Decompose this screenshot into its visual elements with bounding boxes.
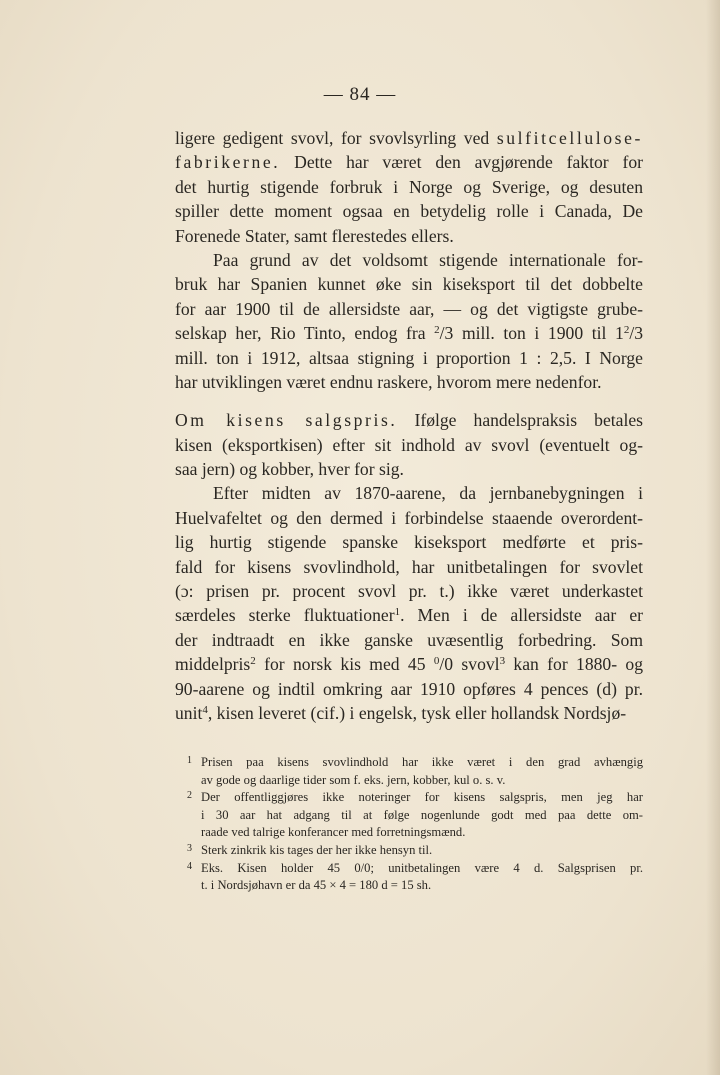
text-line bbox=[175, 481, 643, 505]
page-edge-shadow bbox=[706, 0, 720, 1075]
footnote-ref: 3 bbox=[499, 655, 506, 668]
text-run: Paa grund av det voldsomt stigende internationale for- bbox=[213, 249, 643, 270]
footnote-text: av gode og daarlige tider som f. eks. jern, kobber, kul o. s. v. bbox=[201, 772, 506, 787]
text-run: saa jern) og kobber, hver for sig. bbox=[175, 459, 404, 480]
text-run: ligere gedigent svovl, for svovlsyrling ved bbox=[175, 128, 497, 148]
footnote-mark: 3 bbox=[187, 842, 192, 854]
footnote-text: t. i Nordsjøhavn er da 45 × 4 = 180 d = 15 sh. bbox=[201, 878, 432, 893]
footnote-mark: 2 bbox=[187, 790, 192, 802]
text-run: Forenede Stater, samt flerestedes ellers. bbox=[175, 225, 454, 246]
text-run: der indtraadt en ikke ganske uvæsentlig forbedring. Som bbox=[175, 629, 643, 650]
footnote-ref: 2 bbox=[434, 324, 440, 337]
text-line bbox=[175, 506, 643, 530]
footnote bbox=[183, 860, 643, 895]
text-run: bruk har Spanien kunnet øke sin kiseksport til det dobbelte bbox=[175, 274, 643, 295]
footnote-line bbox=[183, 807, 643, 825]
footnote-text: raade ved talrige konferancer med forretningsmænd. bbox=[201, 825, 466, 840]
text-run: unit bbox=[175, 702, 203, 723]
text-line bbox=[175, 652, 643, 676]
footnote-line bbox=[183, 824, 643, 842]
text-line bbox=[175, 457, 643, 481]
text-run: Dette har været den avgjørende faktor for bbox=[280, 152, 643, 173]
footnote-text: Eks. Kisen holder 45 0/0; unitbetalingen være 4 d. Salgsprisen pr. bbox=[201, 860, 643, 875]
text-line bbox=[175, 199, 643, 223]
text-run: for aar 1900 til de allersidste aar, — og det vigtigste grube- bbox=[175, 298, 643, 319]
text-run: 90-aarene og indtil omkring aar 1910 opføres 4 pences (d) pr. bbox=[175, 678, 643, 699]
paragraph bbox=[175, 408, 643, 481]
page-number: — 84 — bbox=[323, 84, 397, 105]
footnote-line bbox=[183, 877, 643, 895]
text-run: Ifølge handelspraksis betales bbox=[397, 410, 643, 431]
text-run: selskap her, Rio Tinto, endog fra bbox=[175, 323, 435, 344]
text-line bbox=[175, 297, 643, 321]
text-line bbox=[175, 248, 643, 272]
paragraph bbox=[175, 126, 643, 248]
text-line bbox=[175, 677, 643, 701]
footnote-line bbox=[183, 860, 643, 878]
footnote-line bbox=[183, 754, 643, 772]
text-line bbox=[175, 272, 643, 296]
text-run: /3 mill. ton i 1900 til 1 bbox=[439, 323, 624, 344]
text-run: kan for 1880- og bbox=[505, 654, 644, 675]
footnote-line bbox=[183, 789, 643, 807]
footnote-ref: 4 bbox=[202, 703, 208, 716]
paragraph bbox=[175, 248, 643, 394]
text-run: spiller dette moment ogsaa en betydelig rolle i Canada, De bbox=[175, 201, 643, 222]
paragraph bbox=[175, 481, 643, 725]
text-run: Om kisens salgspris. bbox=[175, 410, 398, 431]
text-run: /3 bbox=[629, 323, 643, 344]
text-run: , kisen leveret (cif.) i engelsk, tysk eller hollandsk Nordsjø- bbox=[207, 702, 627, 723]
text-run: /0 svovl bbox=[439, 654, 500, 675]
text-line bbox=[175, 628, 643, 652]
text-run: Huelvafeltet og den dermed i forbindelse staaende overordent- bbox=[175, 507, 643, 528]
footnote-mark: 4 bbox=[187, 860, 192, 872]
text-run: . Men i de allersidste aar er bbox=[400, 605, 643, 626]
footnote bbox=[183, 789, 643, 842]
text-run: kisen (eksportkisen) efter sit indhold av svovl (eventuelt og- bbox=[175, 434, 643, 455]
text-line bbox=[175, 530, 643, 554]
footnotes bbox=[183, 754, 643, 895]
text-line bbox=[175, 555, 643, 579]
footnote-text: i 30 aar hat adgang til at følge nogenlunde godt med paa dette om- bbox=[201, 807, 643, 822]
text-run: mill. ton i 1912, altsaa stigning i proportion 1 : 2,5. I Norge bbox=[175, 347, 643, 368]
text-run: fabrikerne. bbox=[175, 152, 281, 173]
footnote-ref: 2 bbox=[250, 655, 256, 668]
text-run: fald for kisens svovlindhold, har unitbetalingen for svovlet bbox=[175, 556, 643, 577]
text-line bbox=[175, 126, 643, 150]
footnote bbox=[183, 842, 643, 860]
text-line bbox=[175, 346, 643, 370]
text-run: (ɔ: prisen pr. procent svovl pr. t.) ikke været underkastet bbox=[175, 581, 643, 602]
text-line bbox=[175, 175, 643, 199]
text-line bbox=[175, 224, 643, 248]
text-run: det hurtig stigende forbruk i Norge og Sverige, og desuten bbox=[175, 176, 643, 197]
footnote-line bbox=[183, 772, 643, 790]
text-run: Efter midten av 1870-aarene, da jernbanebygningen i bbox=[213, 483, 643, 504]
text-run: for norsk kis med 45 bbox=[255, 654, 434, 675]
footnote-line bbox=[183, 842, 643, 860]
footnote-ref: 0 bbox=[433, 655, 440, 668]
text-run: middelpris bbox=[175, 654, 251, 675]
footnote-text: Der offentliggjøres ikke noteringer for kisens salgspris, men jeg har bbox=[201, 790, 643, 805]
body-text bbox=[175, 126, 643, 725]
text-line bbox=[175, 579, 643, 603]
footnote bbox=[183, 754, 643, 789]
footnote-text: Prisen paa kisens svovlindhold har ikke været i den grad avhængig bbox=[201, 755, 643, 769]
footnote-ref: 1 bbox=[394, 606, 401, 619]
text-run: lig hurtig stigende spanske kiseksport medførte et pris- bbox=[175, 532, 643, 553]
footnote-mark: 1 bbox=[187, 755, 192, 766]
footnote-ref: 2 bbox=[623, 324, 630, 337]
text-line bbox=[175, 408, 643, 432]
text-run: sulfitcellulose- bbox=[496, 128, 643, 148]
text-run: har utviklingen været endnu raskere, hvorom mere nedenfor. bbox=[175, 371, 602, 392]
paragraph-gap bbox=[175, 394, 643, 408]
text-line bbox=[175, 321, 643, 345]
footnote-text: Sterk zinkrik kis tages der her ikke hensyn til. bbox=[201, 842, 433, 857]
text-line bbox=[175, 370, 643, 394]
text-line bbox=[175, 603, 643, 627]
text-run: særdeles sterke fluktuationer bbox=[175, 605, 395, 626]
text-line bbox=[175, 433, 643, 457]
text-line bbox=[175, 150, 643, 174]
text-line bbox=[175, 701, 643, 725]
